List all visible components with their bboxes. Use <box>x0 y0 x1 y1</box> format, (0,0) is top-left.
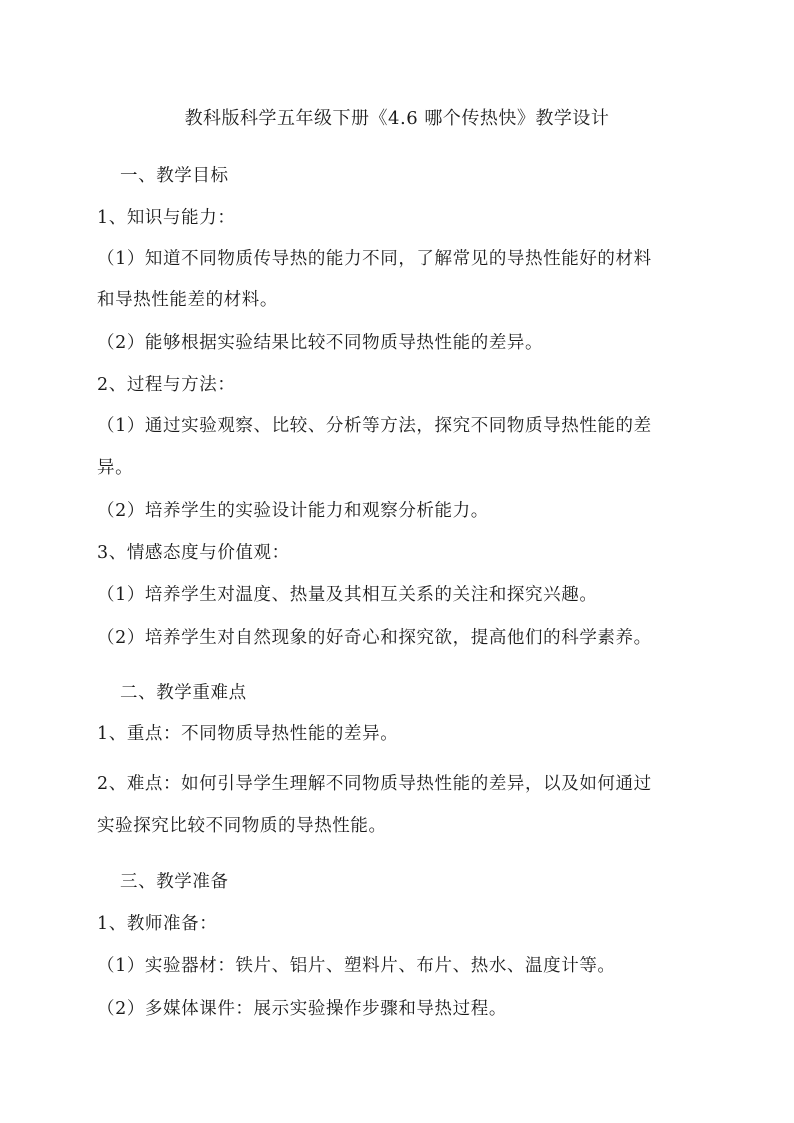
section-heading-objectives: 一、教学目标 <box>120 166 229 186</box>
paragraph-line: 3、情感态度与价值观： <box>97 543 290 563</box>
section-heading-key-points: 二、教学重难点 <box>120 683 247 703</box>
paragraph-line: （1）实验器材：铁片、铝片、塑料片、布片、热水、温度计等。 <box>97 956 616 976</box>
paragraph-line: （1）培养学生对温度、热量及其相互关系的关注和探究兴趣。 <box>97 585 598 605</box>
paragraph-line: 1、教师准备： <box>97 914 218 934</box>
paragraph-line: 2、难点：如何引导学生理解不同物质导热性能的差异，以及如何通过 <box>97 774 652 794</box>
paragraph-line: （1）通过实验观察、比较、分析等方法，探究不同物质导热性能的差 <box>97 416 652 436</box>
paragraph-line: （2）培养学生的实验设计能力和观察分析能力。 <box>97 501 489 521</box>
paragraph-line: 异。 <box>97 458 134 478</box>
paragraph-line: 1、知识与能力： <box>97 208 236 228</box>
paragraph-line: （2）培养学生对自然现象的好奇心和探究欲，提高他们的科学素养。 <box>97 628 652 648</box>
paragraph-line: （2）多媒体课件：展示实验操作步骤和导热过程。 <box>97 999 507 1019</box>
paragraph-line: 1、重点：不同物质导热性能的差异。 <box>97 724 399 744</box>
paragraph-line: 2、过程与方法： <box>97 375 236 395</box>
paragraph-line: （2）能够根据实验结果比较不同物质导热性能的差异。 <box>97 333 544 353</box>
paragraph-line: （1）知道不同物质传导热的能力不同，了解常见的导热性能好的材料 <box>97 249 652 269</box>
paragraph-line: 实验探究比较不同物质的导热性能。 <box>97 816 387 836</box>
paragraph-line: 和导热性能差的材料。 <box>97 290 278 310</box>
document-title: 教科版科学五年级下册《4.6 哪个传热快》教学设计 <box>184 108 610 129</box>
section-heading-preparation: 三、教学准备 <box>120 872 229 892</box>
